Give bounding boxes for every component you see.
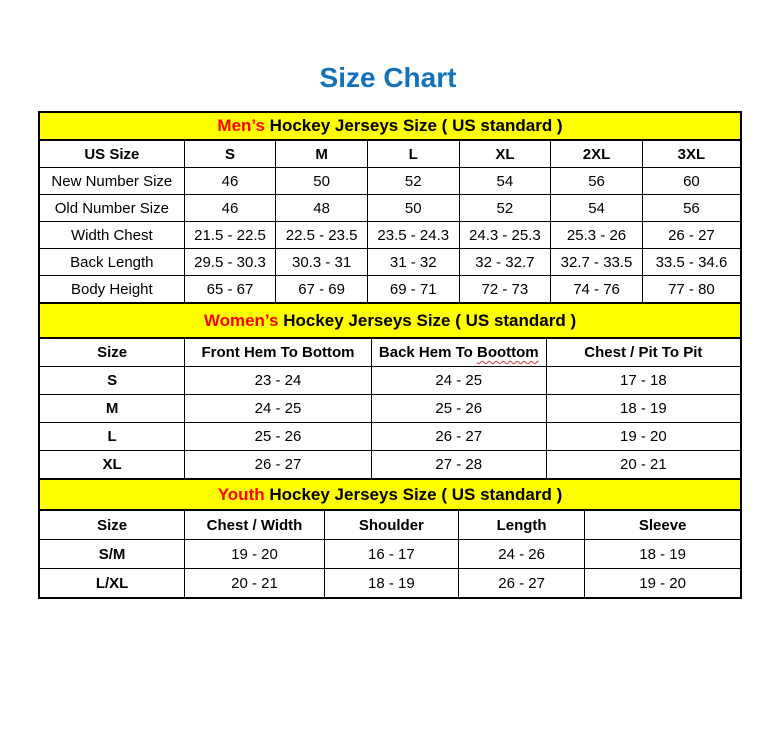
page-title: Size Chart <box>319 62 457 93</box>
size-value: 16 - 17 <box>324 540 458 569</box>
section-band-row <box>39 303 741 338</box>
row-label: S/M <box>39 540 185 569</box>
size-value: 46 <box>184 168 276 195</box>
column-header: 2XL <box>551 140 643 168</box>
size-value: 48 <box>276 195 368 222</box>
table-row <box>39 395 741 423</box>
row-label: L/XL <box>39 569 185 599</box>
column-header: Length <box>458 510 584 540</box>
section-title <box>39 479 741 510</box>
size-value: 32 - 32.7 <box>459 249 551 276</box>
size-value: 19 - 20 <box>185 540 325 569</box>
table-row <box>39 168 741 195</box>
size-value: 23 - 24 <box>185 367 372 395</box>
column-header: Chest / Pit To Pit <box>546 338 741 367</box>
column-header: S <box>184 140 276 168</box>
size-value: 29.5 - 30.3 <box>184 249 276 276</box>
row-label: Body Height <box>39 276 184 304</box>
size-value: 18 - 19 <box>585 540 741 569</box>
section-title-accent: Women’s <box>203 310 279 330</box>
column-header: Size <box>39 338 185 367</box>
section-title-text: Hockey Jerseys Size ( US standard ) <box>264 116 563 135</box>
section-band-row <box>39 112 741 140</box>
section-title-text: Hockey Jerseys Size ( US standard ) <box>278 310 577 330</box>
mens-size-table <box>38 111 742 304</box>
row-label: Back Length <box>39 249 184 276</box>
misspelled-word: Boottom <box>476 344 539 361</box>
row-label: M <box>39 395 185 423</box>
size-tables <box>38 111 742 599</box>
column-header: XL <box>459 140 551 168</box>
size-value: 23.5 - 24.3 <box>367 222 459 249</box>
section-band-row <box>39 479 741 510</box>
size-value: 20 - 21 <box>185 569 325 599</box>
size-value: 54 <box>551 195 643 222</box>
size-value: 67 - 69 <box>276 276 368 304</box>
table-row <box>39 569 741 599</box>
size-value: 69 - 71 <box>367 276 459 304</box>
table-row <box>39 249 741 276</box>
row-label: Old Number Size <box>39 195 184 222</box>
column-header: US Size <box>39 140 184 168</box>
size-value: 26 - 27 <box>458 569 584 599</box>
youth-size-table <box>38 478 742 599</box>
header-row <box>39 338 741 367</box>
table-row <box>39 276 741 304</box>
column-header: Back Hem To Boottom <box>371 338 546 367</box>
size-value: 25.3 - 26 <box>551 222 643 249</box>
table-row <box>39 222 741 249</box>
size-value: 20 - 21 <box>546 451 741 480</box>
section-title-accent: Men’s <box>217 116 265 135</box>
size-value: 54 <box>459 168 551 195</box>
row-label: XL <box>39 451 185 480</box>
size-value: 74 - 76 <box>551 276 643 304</box>
size-value: 56 <box>551 168 643 195</box>
size-value: 50 <box>367 195 459 222</box>
size-value: 26 - 27 <box>185 451 372 480</box>
row-label: L <box>39 423 185 451</box>
size-value: 18 - 19 <box>324 569 458 599</box>
size-value: 26 - 27 <box>371 423 546 451</box>
column-header: M <box>276 140 368 168</box>
size-value: 27 - 28 <box>371 451 546 480</box>
size-value: 24 - 25 <box>185 395 372 423</box>
table-row <box>39 451 741 480</box>
row-label: Width Chest <box>39 222 184 249</box>
size-value: 17 - 18 <box>546 367 741 395</box>
column-header: Front Hem To Bottom <box>185 338 372 367</box>
section-title-accent: Youth <box>217 484 265 504</box>
header-row <box>39 510 741 540</box>
size-value: 77 - 80 <box>642 276 741 304</box>
section-title <box>39 112 741 140</box>
size-value: 60 <box>642 168 741 195</box>
column-header: 3XL <box>642 140 741 168</box>
size-value: 46 <box>184 195 276 222</box>
womens-size-table <box>38 302 742 480</box>
size-value: 33.5 - 34.6 <box>642 249 741 276</box>
header-row <box>39 140 741 168</box>
size-value: 18 - 19 <box>546 395 741 423</box>
size-value: 50 <box>276 168 368 195</box>
size-value: 25 - 26 <box>185 423 372 451</box>
size-value: 26 - 27 <box>642 222 741 249</box>
size-value: 22.5 - 23.5 <box>276 222 368 249</box>
size-value: 19 - 20 <box>546 423 741 451</box>
size-value: 65 - 67 <box>184 276 276 304</box>
size-value: 31 - 32 <box>367 249 459 276</box>
size-value: 30.3 - 31 <box>276 249 368 276</box>
size-value: 32.7 - 33.5 <box>551 249 643 276</box>
column-header: Sleeve <box>585 510 741 540</box>
section-title-text: Hockey Jerseys Size ( US standard ) <box>264 484 563 504</box>
column-header: L <box>367 140 459 168</box>
row-label: S <box>39 367 185 395</box>
size-value: 52 <box>367 168 459 195</box>
column-header: Size <box>39 510 185 540</box>
size-value: 25 - 26 <box>371 395 546 423</box>
table-row <box>39 367 741 395</box>
size-value: 24.3 - 25.3 <box>459 222 551 249</box>
size-value: 19 - 20 <box>585 569 741 599</box>
table-row <box>39 423 741 451</box>
row-label: New Number Size <box>39 168 184 195</box>
size-value: 24 - 25 <box>371 367 546 395</box>
size-value: 21.5 - 22.5 <box>184 222 276 249</box>
column-header: Chest / Width <box>185 510 325 540</box>
size-value: 72 - 73 <box>459 276 551 304</box>
column-header: Shoulder <box>324 510 458 540</box>
table-row <box>39 540 741 569</box>
size-value: 56 <box>642 195 741 222</box>
size-value: 24 - 26 <box>458 540 584 569</box>
table-row <box>39 195 741 222</box>
size-value: 52 <box>459 195 551 222</box>
section-title <box>39 303 741 338</box>
